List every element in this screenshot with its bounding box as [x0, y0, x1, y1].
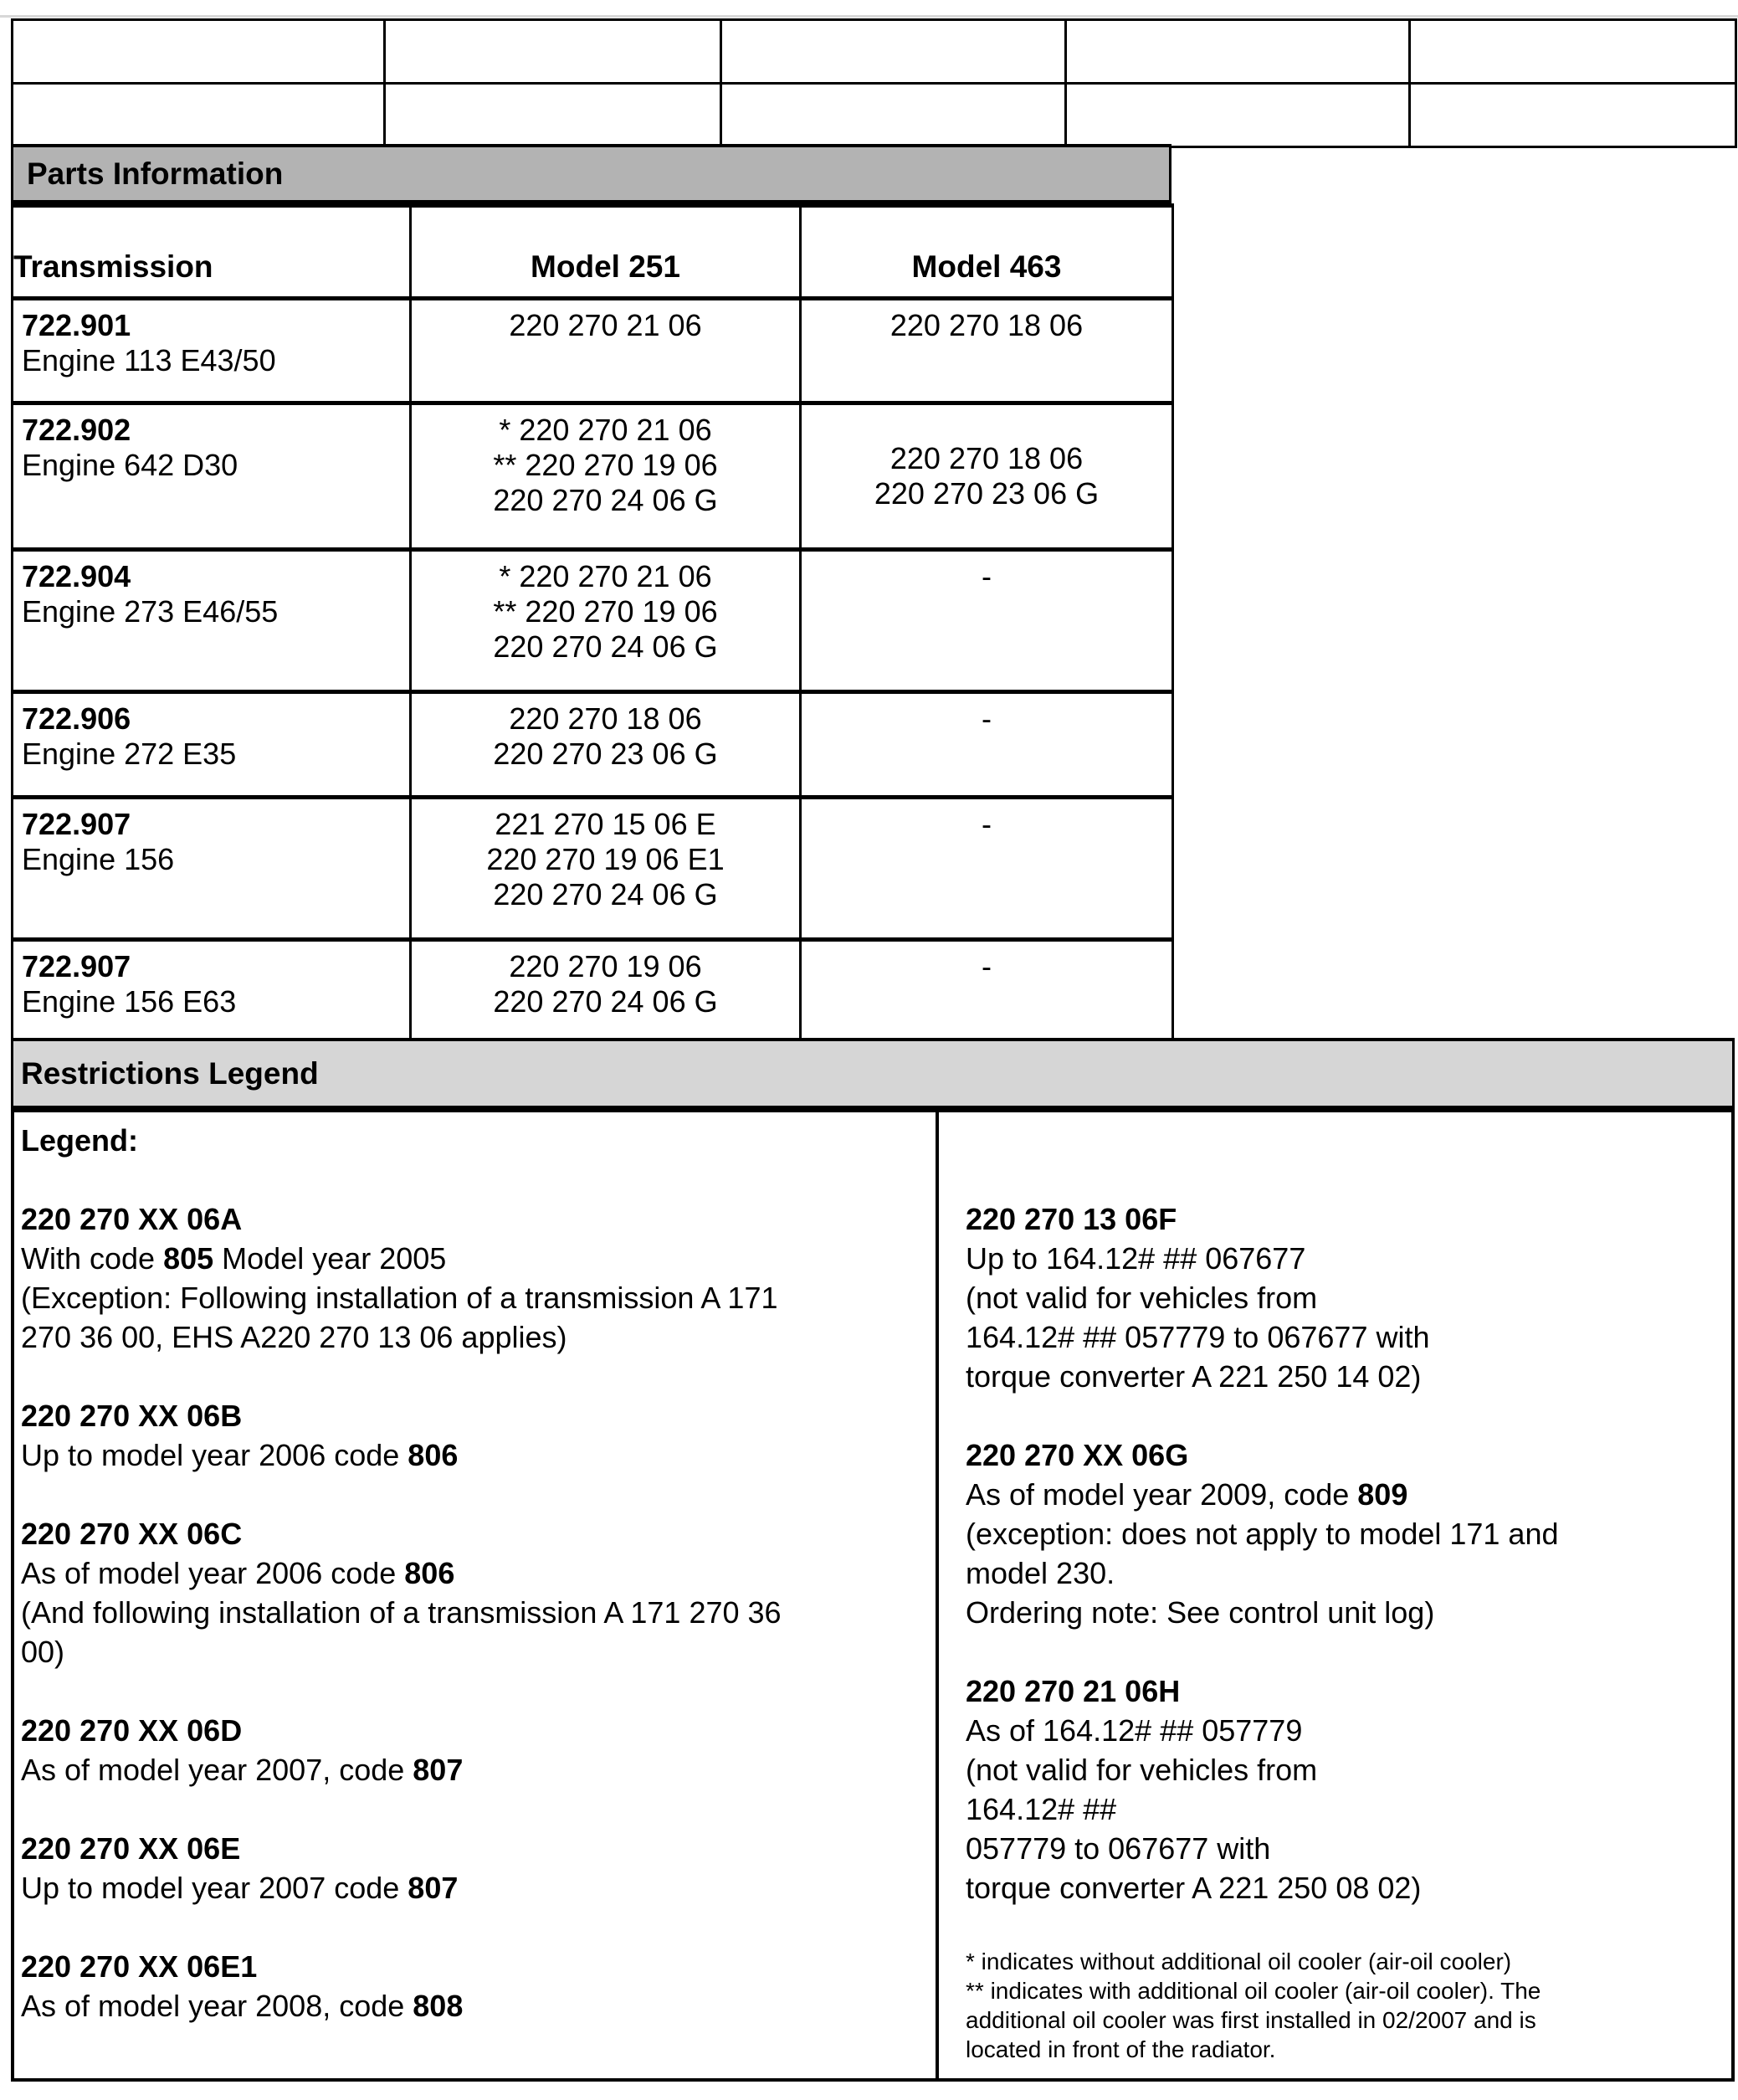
legend-entry-line: As of model year 2009, code 809: [966, 1477, 1408, 1512]
legend-entry-line: Up to model year 2006 code 806: [21, 1438, 459, 1472]
parts-table: [11, 203, 1174, 1048]
model-251-part-numbers: [411, 940, 801, 1046]
legend-entry-line: As of model year 2007, code 807: [21, 1753, 464, 1787]
legend-entry-line: 270 36 00, EHS A220 270 13 06 applies): [21, 1320, 567, 1354]
legend-entry: [21, 1199, 927, 1357]
legend-column-right: [939, 1112, 1731, 2078]
legend-entry-line: 00): [21, 1635, 65, 1669]
empty-table-row: [13, 20, 1736, 84]
legend-entry-code: 220 270 XX 06A: [21, 1202, 243, 1236]
legend-entry-code: 220 270 XX 06D: [21, 1713, 243, 1748]
legend-entry-line: model 230.: [966, 1556, 1115, 1590]
footnotes: [966, 1947, 1720, 2064]
part-number: 220 270 24 06 G: [493, 483, 718, 517]
legend-entry-code: 220 270 XX 06G: [966, 1438, 1189, 1472]
column-header-model-463: Model 463: [801, 206, 1173, 299]
restrictions-legend-title: Restrictions Legend: [21, 1055, 319, 1091]
empty-table-row: [13, 84, 1736, 147]
empty-cell: [13, 84, 385, 147]
empty-cell: [13, 20, 385, 84]
engine-label: Engine 156 E63: [22, 984, 237, 1019]
model-251-part-numbers: [411, 403, 801, 550]
legend-entry: [21, 1947, 927, 2026]
part-number: 220 270 23 06 G: [874, 476, 1100, 511]
legend-entry-line: As of model year 2006 code 806: [21, 1556, 455, 1590]
part-number: 220 270 19 06 E1: [486, 842, 725, 876]
legend-entry-line: torque converter A 221 250 08 02): [966, 1871, 1422, 1905]
model-463-part-numbers: [801, 403, 1173, 550]
model-251-part-numbers: [411, 550, 801, 692]
parts-table-header-row: [13, 206, 1173, 299]
part-number: 220 270 24 06 G: [493, 877, 718, 911]
transmission-code: 722.902: [22, 413, 131, 447]
table-row: [13, 299, 1173, 403]
table-row: [13, 550, 1173, 692]
transmission-cell: [13, 403, 411, 550]
empty-cell: [1410, 20, 1736, 84]
part-number: 220 270 24 06 G: [493, 984, 718, 1019]
parts-information-title: Parts Information: [27, 156, 284, 191]
engine-label: Engine 156: [22, 842, 175, 876]
legend-entry: [21, 1711, 927, 1789]
part-number: -: [982, 701, 992, 736]
part-number: -: [982, 807, 992, 841]
part-number: * 220 270 21 06: [499, 559, 712, 593]
part-number: * 220 270 21 06: [499, 413, 712, 447]
engine-label: Engine 272 E35: [22, 737, 237, 771]
legend-entry-line: (exception: does not apply to model 171 and: [966, 1517, 1559, 1551]
empty-cell: [1066, 20, 1410, 84]
footnote-line: * indicates without additional oil cooler (air-oil cooler): [966, 1949, 1512, 1974]
table-row: [13, 692, 1173, 798]
legend-entry-code: 220 270 21 06H: [966, 1674, 1181, 1708]
legend-entry: [966, 1435, 1720, 1632]
part-number: ** 220 270 19 06: [493, 448, 718, 482]
transmission-cell: [13, 798, 411, 940]
legend-entry-line: 164.12# ##: [966, 1792, 1117, 1826]
part-number: -: [982, 949, 992, 983]
empty-cell: [385, 20, 721, 84]
legend-entry-code: 220 270 XX 06B: [21, 1399, 243, 1433]
legend-entry-code: 220 270 XX 06E1: [21, 1949, 258, 1984]
model-463-part-numbers: [801, 692, 1173, 798]
legend-entry: [966, 1199, 1720, 1396]
part-number: -: [982, 559, 992, 593]
transmission-code: 722.906: [22, 701, 131, 736]
restrictions-legend-header: [11, 1038, 1735, 1109]
transmission-cell: [13, 692, 411, 798]
engine-label: Engine 273 E46/55: [22, 594, 279, 629]
empty-cell: [385, 84, 721, 147]
model-463-part-numbers: [801, 550, 1173, 692]
legend-entry-line: Up to 164.12# ## 067677: [966, 1241, 1306, 1276]
part-number: 221 270 15 06 E: [495, 807, 716, 841]
transmission-cell: [13, 940, 411, 1046]
legend-entry: [966, 1671, 1720, 1907]
table-row: [13, 940, 1173, 1046]
transmission-code: 722.907: [22, 949, 131, 983]
parts-information-header: [11, 144, 1171, 203]
engine-label: Engine 113 E43/50: [22, 343, 276, 377]
model-251-part-numbers: [411, 692, 801, 798]
legend-entry-code: 220 270 XX 06E: [21, 1831, 241, 1866]
part-number: 220 270 18 06: [509, 701, 702, 736]
legend-entry: [21, 1829, 927, 1907]
part-number: 220 270 24 06 G: [493, 629, 718, 664]
legend-entry-line: (not valid for vehicles from: [966, 1753, 1318, 1787]
model-463-part-numbers: [801, 798, 1173, 940]
empty-header-table: [11, 18, 1737, 148]
table-row: [13, 798, 1173, 940]
footnote-line: additional oil cooler was first installed in 02/2007 and is: [966, 2007, 1536, 2033]
transmission-code: 722.904: [22, 559, 131, 593]
column-header-transmission: Transmission: [13, 206, 411, 299]
legend-entry: [21, 1514, 927, 1671]
legend-entry-line: 057779 to 067677 with: [966, 1831, 1271, 1866]
part-number: ** 220 270 19 06: [493, 594, 718, 629]
transmission-cell: [13, 299, 411, 403]
legend-entry-line: As of 164.12# ## 057779: [966, 1713, 1303, 1748]
legend-entry-code: 220 270 13 06F: [966, 1202, 1177, 1236]
part-number: 220 270 23 06 G: [493, 737, 718, 771]
column-header-model-251: Model 251: [411, 206, 801, 299]
legend-entry: [21, 1396, 927, 1475]
empty-cell: [1066, 84, 1410, 147]
empty-cell: [721, 20, 1066, 84]
legend-entry-line: Up to model year 2007 code 807: [21, 1871, 459, 1905]
model-251-part-numbers: [411, 798, 801, 940]
footnote-line: located in front of the radiator.: [966, 2036, 1276, 2062]
transmission-code: 722.907: [22, 807, 131, 841]
legend-box: [11, 1109, 1735, 2082]
empty-cell: [1410, 84, 1736, 147]
engine-label: Engine 642 D30: [22, 448, 238, 482]
transmission-code: 722.901: [22, 308, 131, 342]
model-463-part-numbers: [801, 299, 1173, 403]
transmission-cell: [13, 550, 411, 692]
part-number: 220 270 19 06: [509, 949, 702, 983]
legend-entry-line: Ordering note: See control unit log): [966, 1595, 1435, 1630]
part-number: 220 270 21 06: [509, 308, 702, 342]
legend-entry-line: torque converter A 221 250 14 02): [966, 1359, 1422, 1394]
part-number: 220 270 18 06: [890, 441, 1084, 475]
legend-label: Legend:: [21, 1123, 138, 1158]
legend-entry-code: 220 270 XX 06C: [21, 1517, 243, 1551]
table-row: [13, 403, 1173, 550]
legend-column-left: [14, 1112, 939, 2078]
legend-entry-line: (Exception: Following installation of a transmission A 171: [21, 1281, 778, 1315]
part-number: 220 270 18 06: [890, 308, 1084, 342]
legend-entry-line: (not valid for vehicles from: [966, 1281, 1318, 1315]
legend-entry-line: (And following installation of a transmission A 171 270 36: [21, 1595, 782, 1630]
legend-entry-line: As of model year 2008, code 808: [21, 1989, 464, 2023]
footnote-line: ** indicates with additional oil cooler (air-oil cooler). The: [966, 1978, 1541, 2004]
page-top-edge-line: [0, 15, 1738, 18]
empty-cell: [721, 84, 1066, 147]
legend-entry-line: 164.12# ## 057779 to 067677 with: [966, 1320, 1430, 1354]
model-251-part-numbers: [411, 299, 801, 403]
legend-entry-line: With code 805 Model year 2005: [21, 1241, 447, 1276]
model-463-part-numbers: [801, 940, 1173, 1046]
